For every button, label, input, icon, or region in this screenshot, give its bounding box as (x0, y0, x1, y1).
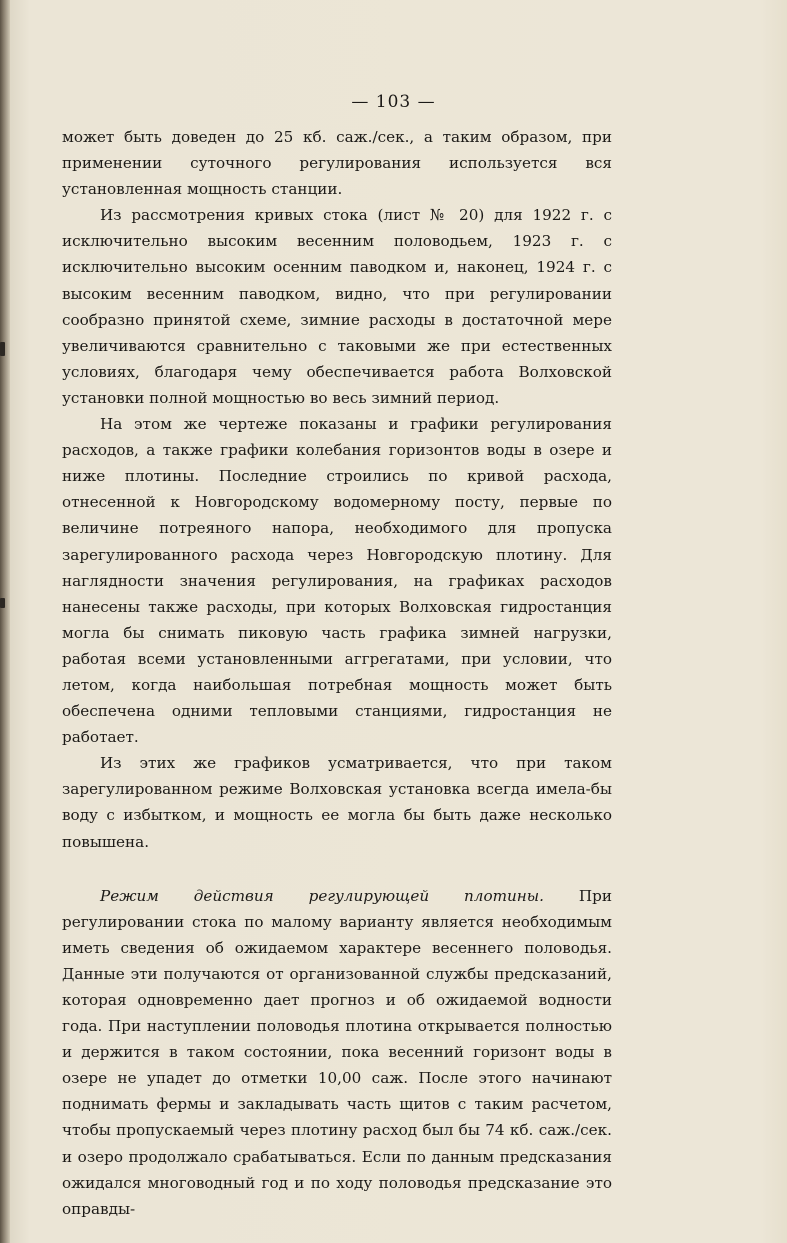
paragraph (62, 883, 612, 1222)
paragraph-text: При регулировании стока по малому варианту является необходимым иметь сведения об ожидаемом характере весеннего половодья. Данные эти получаются от организованной службы предсказаний, которая одновременно дает прогноз и об ожидаемой водности года. При наступлении половодья плотина открывается полностью и держится в таком состоянии, пока весенний горизонт воды в озере не упадет до отметки 10,00 саж. После этого начинают поднимать фермы и закладывать часть щитов с таким расчетом, чтобы пропускаемый через плотину расход был бы 74 кб. саж./сек. и озеро продолжало срабатываться. Если по данным предсказания ожидался многоводный год и по ходу половодья предсказание это оправды- (62, 886, 612, 1218)
page-number: — 103 — (351, 92, 436, 112)
binding-mark (0, 342, 5, 356)
paragraph: Из этих же графиков усматривается, что при таком зарегулированном режиме Волховская установка всегда имела-бы воду с избытком, и мощность ее могла бы быть даже несколько повышена. (62, 754, 612, 851)
paragraph: Из рассмотрения кривых стока (лист № 20) для 1922 г. с исключительно высоким весенним половодьем, 1923 г. с исключительно высоким осенним паводком и, наконец, 1924 г. с высоким весенним паводком, видно, что при регулировании сообразно принятой схеме, зимние расходы в достаточной мере увеличиваются сравнительно с таковыми же при естественных условиях, благодаря чему обеспечивается работа Волховской установки полной мощностью во весь зимний период. (62, 206, 612, 407)
body-text (62, 124, 612, 1222)
paragraph: На этом же чертеже показаны и графики регулирования расходов, а также графики колебания горизонтов воды в озере и ниже плотины. Последние строились по кривой расхода, отнесенной к Новгородскому водомерному посту, первые по величине потреяного напора, необходимого для пропуска зарегулированного расхода через Новгородскую плотину. Для наглядности значения регулирования, на графиках расходов нанесены также расходы, при которых Волховская гидростанция могла бы снимать пиковую часть графика зимней нагрузки, работая всеми установленными аггрегатами, при условии, что летом, когда наибольшая потребная мощность может быть обеспечена одними тепловыми станциями, гидростанция не работает. (62, 415, 612, 747)
paragraph: может быть доведен до 25 кб. саж./сек., а таким образом, при применении суточного регулирования используется вся установленная мощность станции. (62, 128, 612, 199)
binding-edge (0, 0, 10, 1243)
binding-mark (0, 598, 5, 608)
section-heading: Режим действия регулирующей плотины. (100, 886, 545, 905)
paragraph-gap (62, 855, 612, 883)
